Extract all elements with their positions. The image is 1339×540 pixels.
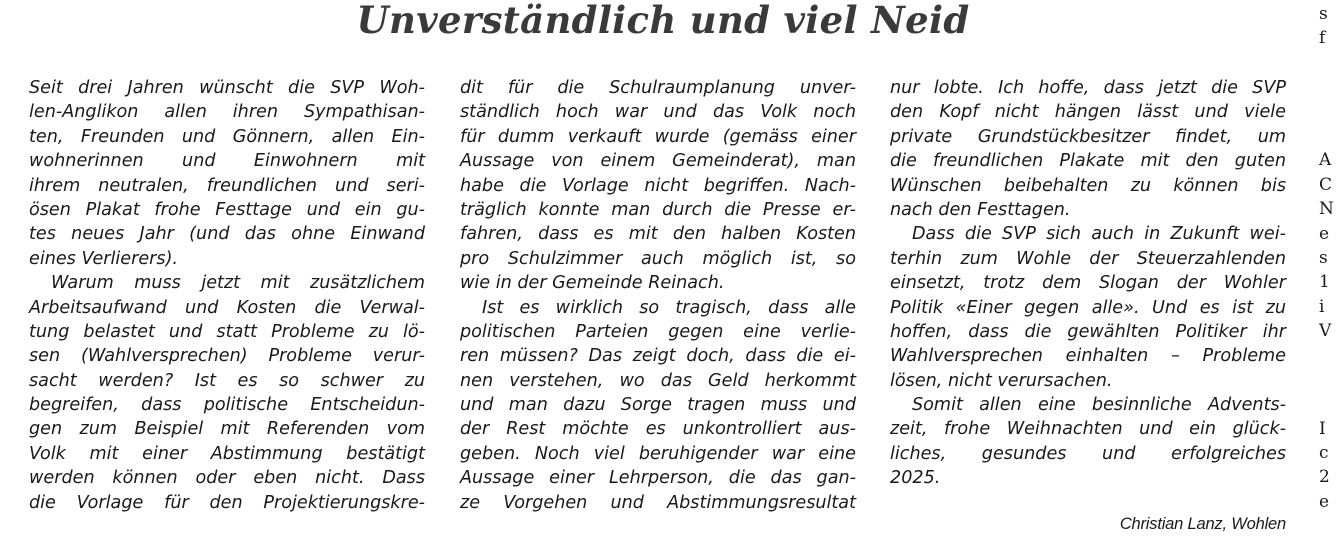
article-text-line: politischen Parteien gegen eine verlie-: [460, 321, 856, 342]
article-text-line: 2025.: [890, 468, 941, 489]
article-text-line: ten, Freunden und Gönnern, allen Ein-: [29, 126, 425, 147]
adjacent-article-fragment: [1319, 2, 1339, 514]
article-text-line: Wahlversprechen einhalten – Probleme: [890, 346, 1286, 367]
article-text-line: sen (Wahlversprechen) Probleme verur-: [29, 346, 425, 367]
article-text-line: Warum muss jetzt mit zusätzlichem: [51, 273, 425, 294]
article-text-line: dit für die Schulraumplanung unver-: [460, 78, 856, 98]
adjacent-text-fragment: [1319, 368, 1339, 392]
article-column-3: [890, 76, 1286, 491]
article-text-line: wie in der Gemeinde Reinach.: [460, 273, 725, 294]
adjacent-text-fragment: C: [1319, 174, 1333, 195]
article-text-line: und man dazu Sorge tragen muss und: [460, 395, 856, 416]
adjacent-text-fragment: A: [1319, 150, 1332, 171]
article-text-line: Volk mit einer Abstimmung bestätigt: [29, 443, 425, 464]
article-text-line: Ist es wirklich so tragisch, dass alle: [482, 297, 856, 318]
article-text-line: Somit allen eine besinnliche Advents-: [912, 395, 1286, 416]
article-text-line: wohnerinnen und Einwohnern mit: [29, 151, 425, 172]
article-text-line: sacht werden? Ist es so schwer zu: [29, 370, 425, 391]
adjacent-text-fragment: V: [1319, 321, 1332, 342]
article-text-line: hoffen, dass die gewählten Politiker ihr: [890, 321, 1286, 342]
article-text-line: eines Verlierers).: [29, 248, 179, 269]
adjacent-text-fragment: [1319, 75, 1339, 99]
article-column-2: [460, 76, 856, 515]
adjacent-text-fragment: I: [1319, 418, 1326, 439]
adjacent-text-fragment: [1319, 343, 1339, 367]
article-text-line: werden können oder eben nicht. Dass: [29, 468, 425, 489]
adjacent-text-fragment: 2: [1319, 467, 1330, 488]
article-text-line: Wünschen beibehalten zu können bis: [890, 175, 1286, 196]
article-text-line: Politik «Einer gegen alle». Und es ist zu: [890, 297, 1286, 318]
adjacent-text-fragment: c: [1319, 443, 1329, 464]
article-text-line: fahren, dass es mit den halben Kosten: [460, 224, 856, 245]
article-text-line: nen verstehen, wo das Geld herkommt: [460, 370, 856, 391]
adjacent-text-fragment: 1: [1319, 272, 1330, 293]
article-text-line: den Kopf nicht hängen lässt und viele: [890, 102, 1286, 123]
adjacent-text-fragment: i: [1319, 296, 1325, 317]
article-text-line: ständlich hoch war und das Volk noch: [460, 102, 856, 123]
article-text-line: träglich konnte man durch die Presse er-: [460, 199, 856, 220]
adjacent-text-fragment: f: [1319, 28, 1326, 49]
adjacent-text-fragment: e: [1319, 491, 1330, 512]
article-text-line: private Grundstückbesitzer findet, um: [890, 126, 1286, 147]
article-text-line: habe die Vorlage nicht begriffen. Nach-: [460, 175, 856, 196]
article-text-line: einsetzt, trotz dem Slogan der Wohler: [890, 273, 1286, 294]
article-text-line: Dass die SVP sich auch in Zukunft wei-: [912, 224, 1286, 245]
article-text-line: nur lobte. Ich hoffe, dass jetzt die SVP: [890, 78, 1286, 98]
article-text-line: lösen, nicht verursachen.: [890, 370, 1113, 391]
article-text-line: ösen Plakat frohe Festtage und ein gu-: [29, 199, 425, 220]
article-text-line: Aussage einer Lehrperson, die das gan-: [460, 468, 856, 489]
article-text-line: tung belastet und statt Probleme zu lö-: [29, 321, 425, 342]
author-signature: Christian Lanz, Wohlen: [1119, 515, 1286, 533]
article-text-line: pro Schulzimmer auch möglich ist, so: [460, 248, 856, 269]
article-text-line: zeit, frohe Weihnachten und ein glück-: [890, 419, 1286, 440]
article-column-1: [29, 76, 425, 515]
article-text-line: gen zum Beispiel mit Referenden vom: [29, 419, 425, 440]
article-text-line: liches, gesundes und erfolgreiches: [890, 443, 1286, 464]
article-text-line: geben. Noch viel beruhigender war eine: [460, 443, 856, 464]
article-text-line: für dumm verkauft wurde (gemäss einer: [460, 126, 856, 147]
article-text-line: ihrem neutralen, freundlichen und seri-: [29, 175, 425, 196]
article-text-line: Arbeitsaufwand und Kosten die Verwal-: [29, 297, 425, 318]
article-text-line: der Rest möchte es unkontrolliert aus-: [460, 419, 856, 440]
article-text-line: tes neues Jahr (und das ohne Einwand: [29, 224, 425, 245]
adjacent-text-fragment: [1319, 392, 1339, 416]
adjacent-text-fragment: e: [1319, 223, 1330, 244]
article-text-line: len-Anglikon allen ihren Sympathisan-: [29, 102, 425, 123]
article-text-line: nach den Festtagen.: [890, 199, 1071, 220]
article-text-line: Seit drei Jahren wünscht die SVP Woh-: [29, 78, 425, 98]
adjacent-text-fragment: [1319, 51, 1339, 75]
article-text-line: die freundlichen Plakate mit den guten: [890, 151, 1286, 172]
article-text-line: terhin zum Wohle der Steuerzahlenden: [890, 248, 1286, 269]
adjacent-text-fragment: N: [1319, 199, 1334, 220]
adjacent-text-fragment: [1319, 100, 1339, 124]
article-text-line: Aussage von einem Gemeinderat), man: [460, 151, 856, 172]
adjacent-text-fragment: [1319, 124, 1339, 148]
adjacent-text-fragment: s: [1319, 4, 1328, 24]
article-headline: Unverständlich und viel Neid: [356, 0, 970, 42]
article-text-line: die Vorlage für den Projektierungskre-: [29, 492, 425, 513]
adjacent-text-fragment: s: [1319, 247, 1328, 268]
article-text-line: begreifen, dass politische Entscheidun-: [29, 395, 425, 416]
article-text-line: ze Vorgehen und Abstimmungsresultat: [460, 492, 856, 513]
article-text-line: ren müssen? Das zeigt doch, dass die ei-: [460, 346, 856, 367]
